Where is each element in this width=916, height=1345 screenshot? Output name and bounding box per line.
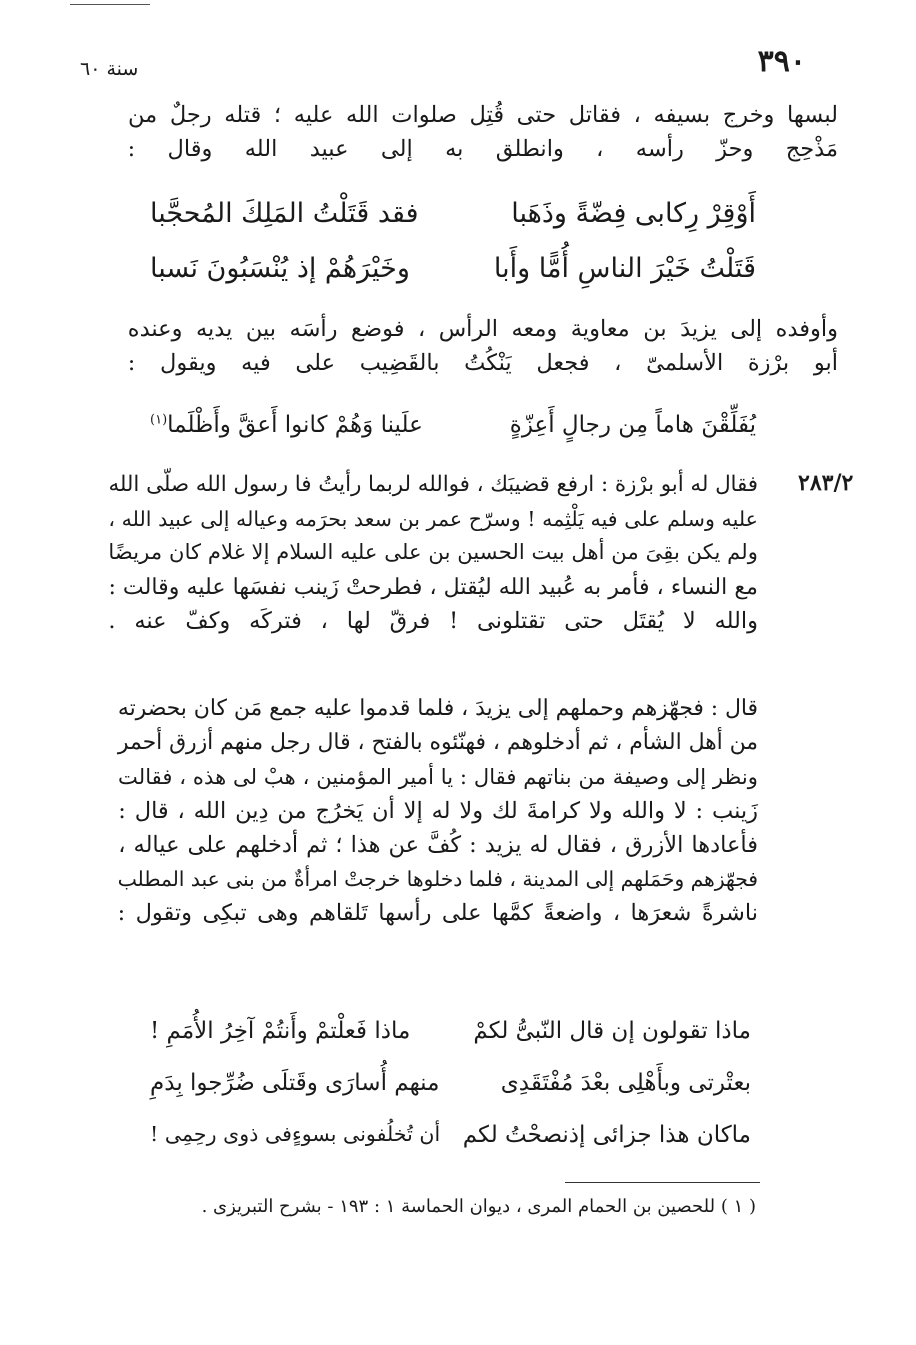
text-line: ناشرةً شعرَها ، واضعةً كمَّها على رأسها تَلقاهم وهى تبكِى وتقول : (117, 900, 758, 926)
text-line: عليه وسلم على فيه يَلْثِمه ! وسرّح عمر بن سعد بحرَمه وعياله إلى عبيد الله ، (108, 507, 758, 531)
text-line: ونظر إلى وصيفة من بناتهم فقال : يا أمير المؤمنين ، هبْ لى هذه ، فقالت (118, 764, 758, 789)
text-line: قال : فجهّزهم وحملهم إلى يزيدَ ، فلما قدموا عليه جمع مَن كان بحضرته (117, 696, 758, 721)
text-line: زَينب : لا والله ولا كرامةَ لك ولا له إلا أن يَخرُج من دِين الله ، قال : (118, 798, 758, 824)
verse-hemistich-left: منهم أُسارَى وقَتلَى ضُرِّجوا بِدَمِ (150, 1070, 440, 1096)
verse-hemistich-right: بعتْرتى وبأَهْلِى بعْدَ مُفْتَقَدِى (500, 1070, 751, 1096)
text-line: مع النساء ، فأمر به عُبيد الله ليُقتل ، فطرحتْ زَينب نفسَها عليه وقالت : (108, 574, 758, 600)
text-line: فقال له أبو برْزة : ارفع قضيبَك ، فوالله لربما رأيتُ فا رسول الله صلّى الله (108, 472, 758, 497)
verse-hemistich-right: ماكان هذا جزائى إذنصحْتُ لكم (462, 1122, 751, 1148)
verse-hemistich-left: فقد قَتَلْتُ المَلِكَ المُحجَّبا (150, 198, 419, 229)
verse-line (150, 1122, 751, 1156)
paragraph-1 (128, 98, 838, 166)
text-line: ولم يكن بقِىَ من أهل بيت الحسين بن على عليه السلام إلا غلام كان مريضًا (108, 540, 758, 565)
verse-hemistich-left: وخَيْرَهُمْ إذ يُنْسَبُونَ نَسبا (150, 253, 410, 284)
verse-text: علَينا وَهُمْ كانوا أَعقَّ وأَظْلَما (167, 412, 423, 438)
text-line: فأعادها الأزرق ، فقال له يزيد : كُفَّ عن هذا ؛ ثم أدخلهم على عياله ، (118, 832, 758, 858)
text-line: والله لا يُقتَل حتى تقتلونى ! فرقّ لها ، فتركَه وكفّ عنه . (108, 608, 758, 634)
page-number: ٣٩٠ (757, 44, 806, 79)
footnote-divider (565, 1182, 760, 1183)
page-header (60, 44, 856, 84)
text-line: لبسها وخرج بسيفه ، فقاتل حتى قُتِل صلوات الله عليه ؛ قتله رجلٌ من (128, 102, 838, 128)
footnote: ( ١ ) للحصين بن الحمام المرى ، ديوان الحماسة ١ : ١٩٣ - بشرح التبريزى . (201, 1196, 756, 1217)
verse-hemistich-right: يُفَلِّقْنَ هاماً مِن رجالٍ أَعِزّةٍ (509, 412, 756, 438)
verse-hemistich-right: ماذا تقولون إن قال النّبىُّ لكمْ (473, 1018, 751, 1044)
margin-reference: ٢٨٣/٢ (798, 470, 854, 496)
paragraph-4 (118, 692, 758, 930)
verse-line (150, 253, 756, 289)
top-rule (70, 4, 150, 5)
verse-line (150, 1070, 751, 1104)
text-line: مَذْحِج وحزّ رأسه ، وانطلق به إلى عبيد الله وقال : (127, 136, 838, 162)
verse-hemistich-right: قَتَلْتُ خَيْرَ الناسِ أُمًّا وأَبا (493, 253, 756, 284)
running-head-year: سنة ٦٠ (80, 58, 139, 80)
text-line: فجهّزهم وحَمَلهم إلى المدينة ، فلما دخلوها خرجتْ امرأةٌ من بنى عبد المطلب (117, 867, 758, 891)
verse-hemistich-left: أن تُخلُفونى بسوءٍفى ذوى رحِمِى ! (150, 1122, 441, 1146)
verse-hemistich-left: ماذا فَعلْتمْ وأَنتُمْ آخِرُ الأُمَمِ ! (150, 1018, 411, 1044)
verse-line (150, 1018, 751, 1052)
paragraph-2 (128, 312, 838, 380)
text-line: وأوفده إلى يزيدَ بن معاوية ومعه الرأس ، فوضع رأسَه بين يديه وعنده (127, 316, 838, 342)
text-line: من أهل الشأم ، ثم أدخلوهم ، فهنّئوه بالفتح ، قال رجل منهم أزرق أحمر (117, 730, 758, 755)
verse-line (150, 198, 756, 234)
verse-line (150, 412, 756, 446)
text-line: أبو برْزة الأسلمىّ ، فجعل يَنْكُتُ بالقَضِيب على فيه ويقول : (127, 350, 838, 376)
paragraph-3 (108, 468, 758, 638)
verse-hemistich-left (150, 412, 423, 438)
verse-hemistich-right: أَوْقِرْ رِكابى فِضّةً وذَهَبا (511, 198, 756, 229)
footnote-marker: (١) (150, 412, 168, 428)
